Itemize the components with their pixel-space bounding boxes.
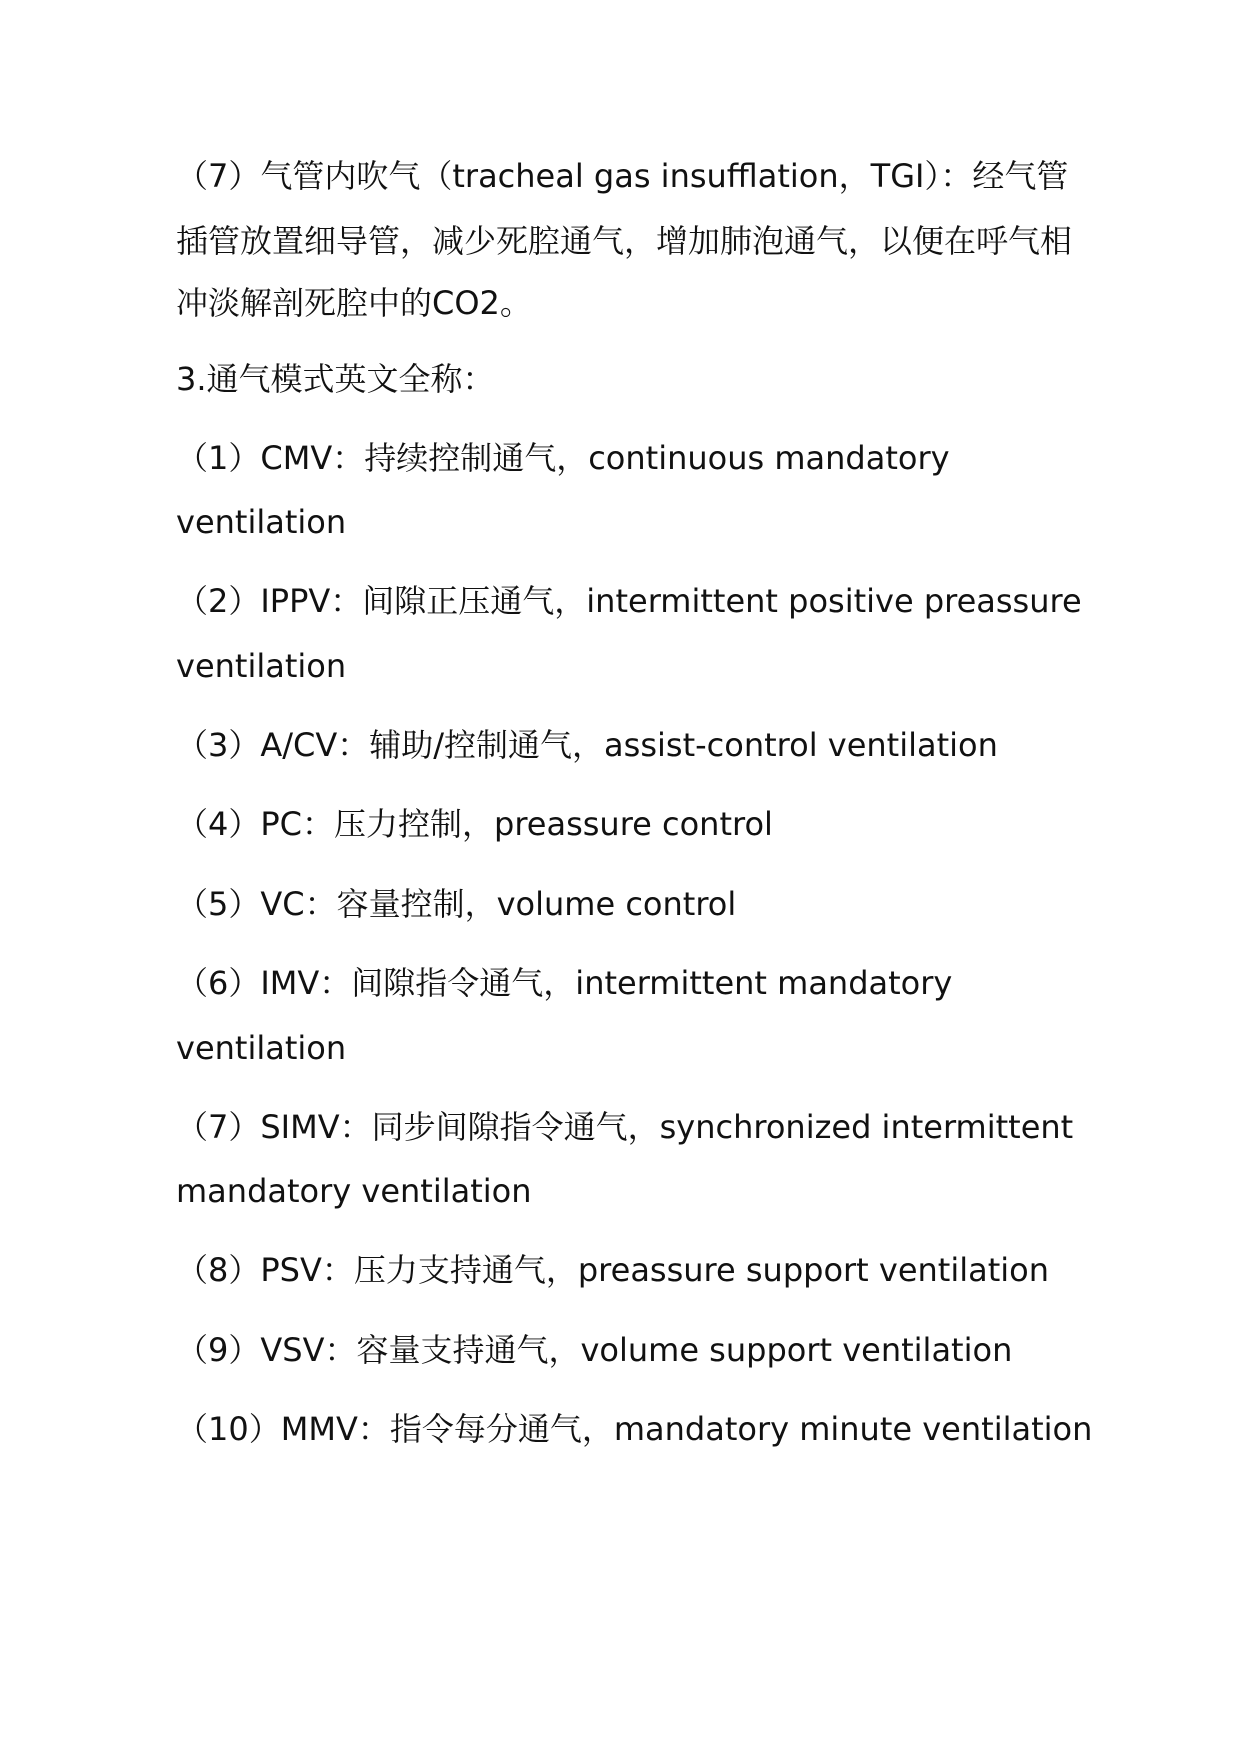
- mode-vsv: （9）VSV：容量支持通气，volume support ventilation: [176, 1331, 1013, 1369]
- mode-psv: （8）PSV：压力支持通气，preassure support ventilation: [176, 1251, 1050, 1289]
- tgi-line-2: 插管放置细导管，减少死腔通气，增加肺泡通气，以便在呼气相: [176, 222, 1073, 260]
- mode-ippv-line-2: ventilation: [176, 647, 347, 685]
- mode-pc: （4）PC：压力控制，preassure control: [176, 805, 773, 843]
- mode-vc: （5）VC：容量控制，volume control: [176, 885, 737, 923]
- mode-imv-line-2: ventilation: [176, 1029, 347, 1067]
- tgi-line-1: （7）气管内吹气（tracheal gas insufflation，TGI）：经气管: [176, 157, 1069, 195]
- mode-ippv-line-1: （2）IPPV：间隙正压通气，intermittent positive preassure: [176, 582, 1082, 620]
- tgi-line-3: 冲淡解剖死腔中的CO2。: [176, 284, 532, 322]
- mode-imv-line-1: （6）IMV：间隙指令通气，intermittent mandatory: [176, 964, 953, 1002]
- section-heading: 3.通气模式英文全称：: [176, 360, 495, 398]
- mode-cmv-line-2: ventilation: [176, 503, 347, 541]
- mode-cmv-line-1: （1）CMV：持续控制通气，continuous mandatory: [176, 439, 950, 477]
- mode-simv-line-2: mandatory ventilation: [176, 1172, 532, 1210]
- mode-simv-line-1: （7）SIMV：同步间隙指令通气，synchronized intermittent: [176, 1108, 1074, 1146]
- mode-acv: （3）A/CV：辅助/控制通气，assist-control ventilation: [176, 726, 998, 764]
- mode-mmv: （10）MMV：指令每分通气，mandatory minute ventilation: [176, 1410, 1093, 1448]
